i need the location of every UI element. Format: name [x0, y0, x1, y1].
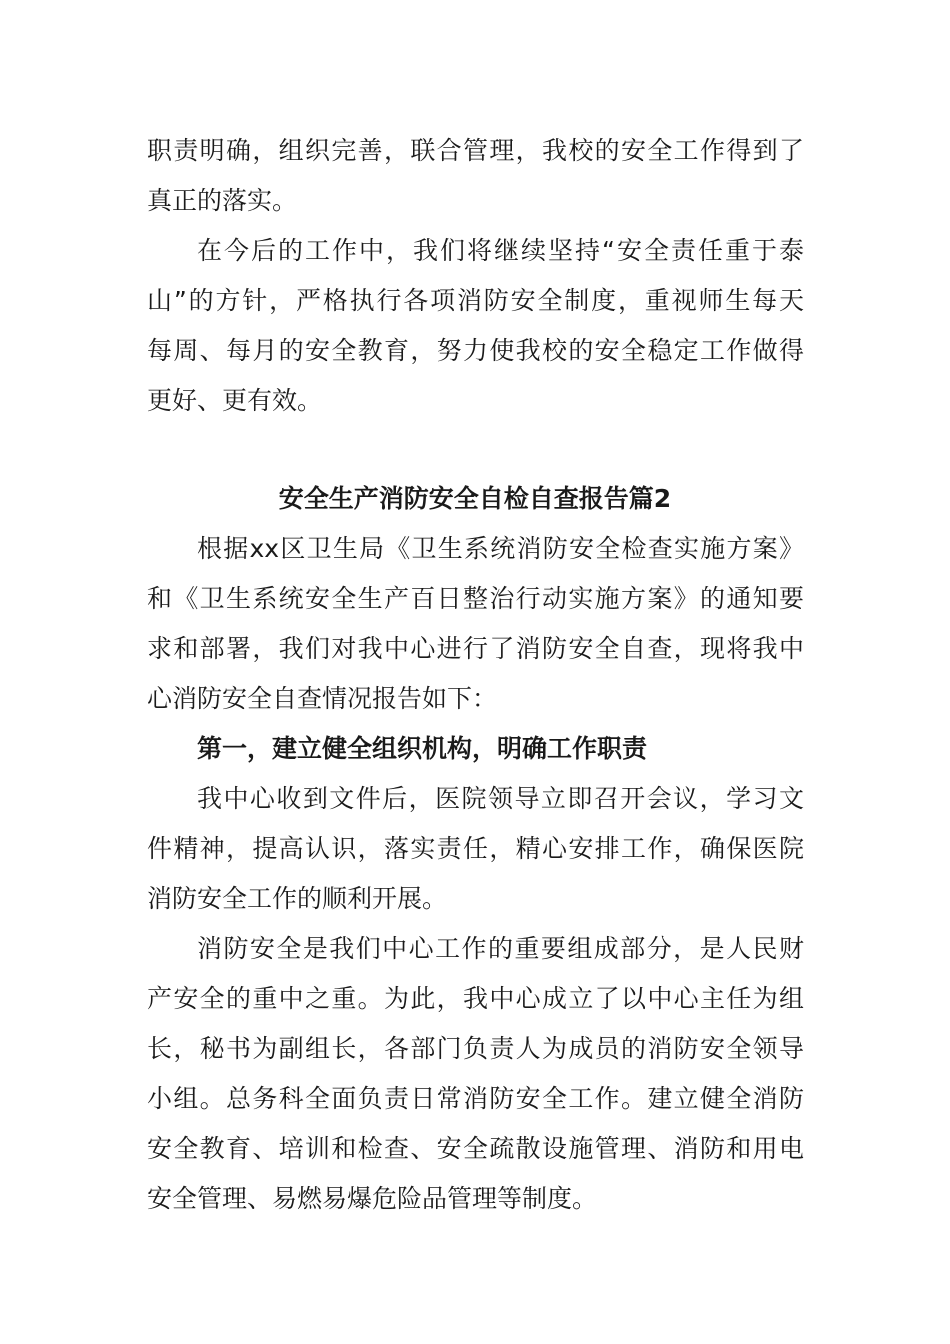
paragraph-line: 长，秘书为副组长，各部门负责人为成员的消防安全领导	[147, 1034, 804, 1063]
paragraph-line: 每周、每月的安全教育，努力使我校的安全稳定工作做得	[147, 336, 804, 365]
section-title: 安全生产消防安全自检自查报告篇2	[278, 484, 672, 513]
paragraph-line: 在今后的工作中，我们将继续坚持“安全责任重于泰	[197, 236, 804, 265]
paragraph-line: 我中心收到文件后，医院领导立即召开会议，学习文	[197, 784, 804, 813]
paragraph-line: 和《卫生系统安全生产百日整治行动实施方案》的通知要	[147, 584, 804, 613]
paragraph-line: 根据xx区卫生局《卫生系统消防安全检查实施方案》	[197, 534, 804, 563]
paragraph-line: 安全管理、易燃易爆危险品管理等制度。	[147, 1184, 598, 1213]
paragraph-line: 求和部署，我们对我中心进行了消防安全自查，现将我中	[147, 634, 804, 663]
paragraph-line: 心消防安全自查情况报告如下：	[147, 684, 498, 713]
paragraph-line: 小组。总务科全面负责日常消防安全工作。建立健全消防	[147, 1084, 804, 1113]
paragraph-line: 真正的落实。	[147, 186, 298, 215]
subsection-heading: 第一，建立健全组织机构，明确工作职责	[197, 734, 648, 763]
paragraph-line: 更好、更有效。	[147, 386, 323, 415]
paragraph-line: 消防安全工作的顺利开展。	[147, 884, 448, 913]
paragraph-line: 职责明确，组织完善，联合管理，我校的安全工作得到了	[147, 136, 804, 165]
paragraph-line: 消防安全是我们中心工作的重要组成部分，是人民财	[197, 934, 804, 963]
paragraph-line: 产安全的重中之重。为此，我中心成立了以中心主任为组	[147, 984, 804, 1013]
paragraph-line: 山”的方针，严格执行各项消防安全制度，重视师生每天	[147, 286, 804, 315]
paragraph-line: 件精神，提高认识，落实责任，精心安排工作，确保医院	[147, 834, 804, 863]
paragraph-line: 安全教育、培训和检查、安全疏散设施管理、消防和用电	[147, 1134, 804, 1163]
